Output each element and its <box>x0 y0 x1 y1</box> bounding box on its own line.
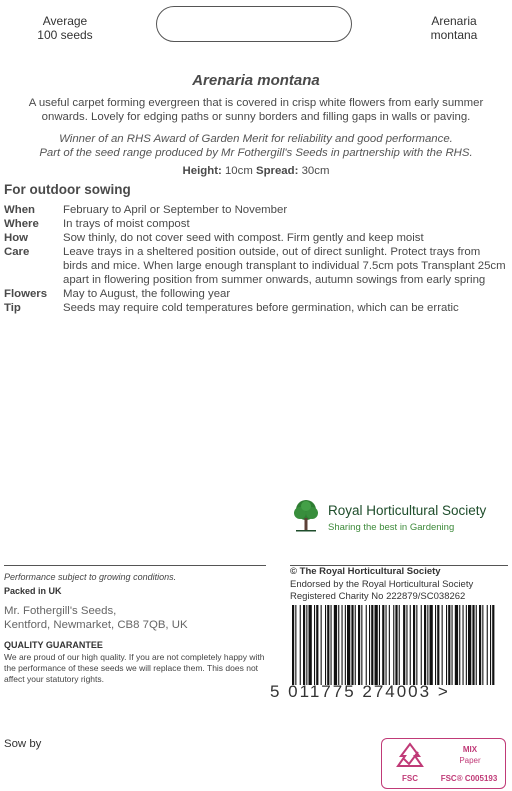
seed-count-value: 100 seeds <box>37 28 93 42</box>
barcode-bar <box>309 605 312 685</box>
barcode-bar <box>292 605 294 685</box>
barcode-bar <box>492 605 494 685</box>
divider-left <box>4 565 266 566</box>
seed-count-label: Average <box>42 14 88 28</box>
tree-icon <box>290 498 322 538</box>
supplier-address <box>4 604 188 632</box>
barcode-bar <box>410 605 411 685</box>
barcode-bar <box>300 605 301 685</box>
barcode-bar <box>421 605 422 685</box>
barcode-bar <box>347 605 350 685</box>
barcode-bar <box>442 605 443 685</box>
sow-by-label: Sow by <box>4 738 42 750</box>
barcode-bar <box>479 605 481 685</box>
instruction-value: February to April or September to November <box>63 204 288 216</box>
barcode-bar <box>437 605 439 685</box>
barcode-bar <box>338 605 339 685</box>
spread-value: 30cm <box>301 165 330 177</box>
barcode-bar <box>482 605 483 685</box>
barcode-bar <box>446 605 447 685</box>
barcode-bar <box>306 605 307 685</box>
endorsed-line: Endorsed by the Royal Horticultural Society <box>290 578 474 590</box>
instruction-value: Sow thinly, do not cover seed with compost. Firm gently and keep moist <box>63 232 424 244</box>
top-plant-name-line1: Arenaria <box>431 14 477 28</box>
barcode-bar <box>361 605 362 685</box>
barcode-bar <box>459 605 460 685</box>
rhs-copyright-block <box>290 566 473 604</box>
barcode-bar <box>406 605 407 685</box>
barcode-bar <box>389 605 390 685</box>
barcode-bar <box>395 605 397 685</box>
charity-line: Registered Charity No 222879/SC038262 <box>290 591 466 602</box>
spread-label: Spread: <box>255 165 299 177</box>
award-line-1: Winner of an RHS Award of Garden Merit for reliability and good performance. <box>59 133 453 145</box>
barcode-bar <box>393 605 394 685</box>
barcode-bar <box>371 605 373 685</box>
barcode-bar <box>490 605 491 685</box>
barcode-bar <box>303 605 305 685</box>
award-line-2: Part of the seed range produced by Mr Fothergill's Seeds in partnership with the RHS. <box>39 147 473 159</box>
instruction-value: May to August, the following year <box>63 288 231 300</box>
barcode-bar <box>314 605 315 685</box>
fsc-mix: MIX <box>462 745 478 754</box>
instruction-row-tip <box>4 301 508 315</box>
seed-count <box>0 14 130 42</box>
sowing-instructions <box>4 203 508 315</box>
barcode-number: 5 011775 274003 > <box>270 682 450 701</box>
barcode-bar <box>468 605 471 685</box>
barcode-bar <box>455 605 458 685</box>
barcode-bar <box>321 605 322 685</box>
barcode-bar <box>416 605 417 685</box>
barcode-bar <box>435 605 436 685</box>
address-line-1: Mr. Fothergill's Seeds, <box>4 605 117 617</box>
rhs-name: Royal Horticultural Society <box>328 503 487 518</box>
packet-window <box>156 6 352 42</box>
height-label: Height: <box>182 165 222 177</box>
barcode-bar <box>342 605 343 685</box>
instruction-key: Care <box>4 246 30 258</box>
barcode-bar <box>295 605 296 685</box>
barcode-bar <box>316 605 318 685</box>
top-plant-name-line2: montana <box>430 28 478 42</box>
instruction-row-where <box>4 217 508 231</box>
barcode-bar <box>369 605 370 685</box>
barcode-bar <box>487 605 488 685</box>
award-text <box>6 132 506 160</box>
instruction-value: Seeds may require cold temperatures before germination, which can be erratic <box>63 302 459 314</box>
performance-note: Performance subject to growing conditions. <box>4 572 177 582</box>
packed-in: Packed in UK <box>4 586 62 596</box>
barcode-bar <box>355 605 356 685</box>
barcode-bar <box>472 605 474 685</box>
address-line-2: Kentford, Newmarket, CB8 7QB, UK <box>4 619 188 631</box>
barcode <box>290 605 496 685</box>
fsc-paper: Paper <box>459 756 481 765</box>
barcode-bar <box>366 605 367 685</box>
barcode-bar <box>424 605 426 685</box>
barcode-bar <box>358 605 360 685</box>
barcode-bar <box>430 605 433 685</box>
barcode-bar <box>382 605 384 685</box>
instruction-row-care <box>4 245 508 287</box>
plant-size <box>0 165 512 177</box>
instruction-key: When <box>4 204 36 216</box>
barcode-bar <box>452 605 453 685</box>
barcode-bar <box>463 605 464 685</box>
instruction-key: Where <box>4 218 39 230</box>
barcode-bar <box>403 605 405 685</box>
top-plant-name <box>404 14 504 42</box>
instruction-key: How <box>4 232 29 244</box>
barcode-bar <box>325 605 326 685</box>
instruction-row-how <box>4 231 508 245</box>
barcode-bar <box>386 605 387 685</box>
barcode-bar <box>399 605 400 685</box>
barcode-bar <box>476 605 477 685</box>
barcode-bar <box>334 605 337 685</box>
quality-guarantee-title: QUALITY GUARANTEE <box>4 640 103 650</box>
height-value: 10cm <box>224 165 253 177</box>
fsc-wordmark: FSC <box>402 774 418 783</box>
instruction-key: Tip <box>4 302 21 314</box>
fsc-code: FSC® C005193 <box>440 774 498 783</box>
rhs-logo <box>290 498 510 538</box>
barcode-bar <box>375 605 378 685</box>
barcode-bar <box>379 605 380 685</box>
quality-guarantee-text: We are proud of our high quality. If you are not completely happy with the performance of these seeds we will replace them. This does not affect your statutory rights. <box>4 652 265 684</box>
barcode-bar <box>327 605 329 685</box>
instruction-row-when <box>4 203 508 217</box>
copyright-line: © The Royal Horticultural Society <box>290 566 441 577</box>
instruction-row-flowers <box>4 287 508 301</box>
barcode-bar <box>466 605 467 685</box>
fsc-tree-check-icon <box>390 742 430 774</box>
barcode-bar <box>427 605 428 685</box>
barcode-bar <box>345 605 346 685</box>
plant-title: Arenaria montana <box>192 72 320 89</box>
fsc-logo <box>381 738 506 789</box>
barcode-bar <box>351 605 353 685</box>
rhs-tagline: Sharing the best in Gardening <box>328 522 455 533</box>
barcode-bar <box>448 605 450 685</box>
barcode-bar <box>331 605 332 685</box>
plant-description: A useful carpet forming evergreen that is covered in crisp white flowers from early summer onwards. Lovely for edging paths or sunny borders and filling gaps in walls or paving. <box>28 97 484 123</box>
instruction-value: Leave trays in a sheltered position outside, out of direct sunlight. Protect trays from birds and mice. When large enough transplant to individual 7.5cm pots Transplant 25cm apart in flowering position from summer onwards, autumn sowings from early spring <box>63 246 506 286</box>
barcode-bar <box>413 605 415 685</box>
instruction-key: Flowers <box>4 288 48 300</box>
sowing-section-title: For outdoor sowing <box>4 182 131 197</box>
instruction-value: In trays of moist compost <box>63 218 190 230</box>
